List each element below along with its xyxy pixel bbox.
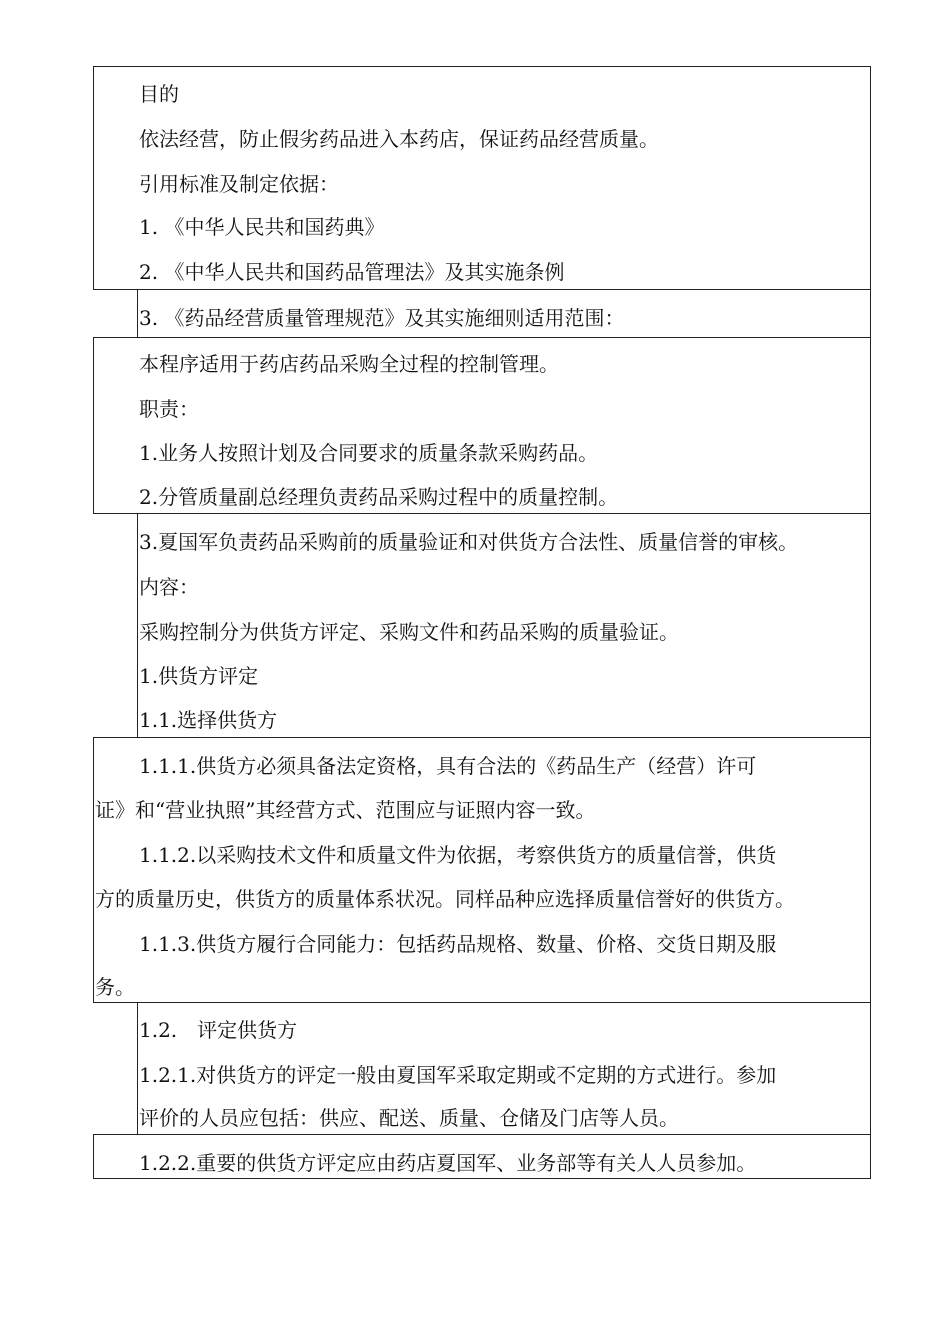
clause-1-2-1-line-1: 1.2.1.对供货方的评定一般由夏国军采取定期或不定期的方式进行。参加 — [139, 1063, 777, 1087]
responsibility-item-2: 2.分管质量副总经理负责药品采购过程中的质量控制。 — [139, 485, 619, 509]
heading-references: 引用标准及制定依据： — [139, 172, 339, 196]
clause-1-1-2-line-2: 方的质量历史，供货方的质量体系状况。同样品种应选择质量信誉好的供货方。 — [95, 887, 795, 911]
clause-1-1-1-line-1: 1.1.1.供货方必须具备法定资格，具有合法的《药品生产（经营）许可 — [139, 754, 757, 778]
clause-1-1-2-line-1: 1.1.2.以采购技术文件和质量文件为依据，考察供货方的质量信誉，供货 — [139, 843, 777, 867]
reference-item-3: 3. 《药品经营质量管理规范》及其实施细则适用范围： — [139, 306, 625, 330]
heading-content: 内容： — [139, 575, 199, 599]
clause-1-2-2: 1.2.2.重要的供货方评定应由药店夏国军、业务部等有关人人员参加。 — [139, 1151, 757, 1175]
heading-responsibilities: 职责： — [139, 397, 199, 421]
clause-1-1-3-line-2: 务。 — [95, 975, 135, 999]
clause-1-2-1-line-2: 评价的人员应包括：供应、配送、质量、仓储及门店等人员。 — [139, 1106, 679, 1130]
responsibility-item-3: 3.夏国军负责药品采购前的质量验证和对供货方合法性、质量信誉的审核。 — [139, 530, 799, 554]
heading-evaluate-supplier: 1.2. 评定供货方 — [139, 1018, 298, 1042]
clause-1-1-1-line-2: 证》和“营业执照”其经营方式、范围应与证照内容一致。 — [95, 798, 596, 822]
responsibility-item-1: 1.业务人按照计划及合同要求的质量条款采购药品。 — [139, 441, 599, 465]
text-purpose: 依法经营，防止假劣药品进入本药店，保证药品经营质量。 — [139, 127, 659, 151]
text-content-intro: 采购控制分为供货方评定、采购文件和药品采购的质量验证。 — [139, 620, 679, 644]
heading-supplier-evaluation: 1.供货方评定 — [139, 664, 259, 688]
heading-select-supplier: 1.1.选择供货方 — [139, 708, 278, 732]
clause-1-1-3-line-1: 1.1.3.供货方履行合同能力：包括药品规格、数量、价格、交货日期及服 — [139, 932, 777, 956]
reference-item-2: 2. 《中华人民共和国药品管理法》及其实施条例 — [139, 260, 565, 284]
text-scope: 本程序适用于药店药品采购全过程的控制管理。 — [139, 352, 559, 376]
heading-purpose: 目的 — [139, 82, 179, 106]
reference-item-1: 1. 《中华人民共和国药典》 — [139, 215, 385, 239]
